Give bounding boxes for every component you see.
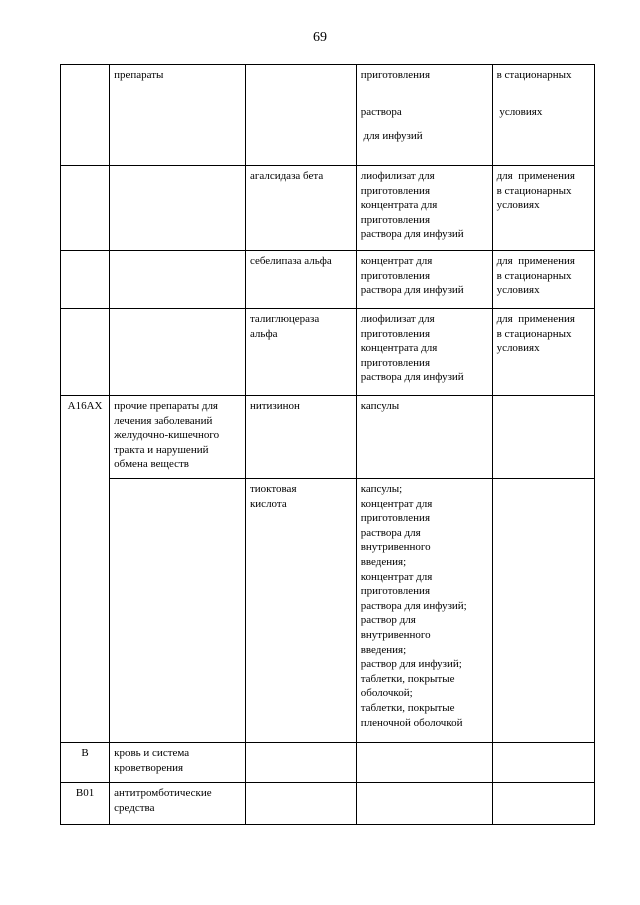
form-line: раствора xyxy=(360,105,402,118)
table-row xyxy=(61,65,595,166)
note-line: в стационарных xyxy=(496,69,572,81)
group-text: антитромботические xyxy=(114,787,212,799)
note-cell xyxy=(492,783,594,825)
form-line: оболочкой; xyxy=(360,687,413,700)
group-cell xyxy=(110,251,246,309)
group-cell xyxy=(110,396,246,479)
form-line: раствора для инфузий xyxy=(360,228,464,241)
form-line: раствор для xyxy=(360,614,416,627)
table-row xyxy=(61,783,595,825)
form-line: концентрат для xyxy=(360,570,433,583)
note-cell xyxy=(492,309,594,396)
atc-code: A16AX xyxy=(67,400,103,412)
drug-name-cell xyxy=(245,166,356,251)
note-cell xyxy=(492,396,594,479)
dosage-form-cell xyxy=(356,166,492,251)
atc-code-cell xyxy=(61,783,110,825)
note-line: в стационарных xyxy=(496,184,572,197)
atc-code: B01 xyxy=(75,787,95,799)
drug-table xyxy=(60,64,595,825)
note-line: для применения xyxy=(496,170,575,182)
form-line: внутривенного xyxy=(360,541,431,554)
note-line: условиях xyxy=(496,342,540,355)
drug-name: тиоктовая xyxy=(249,483,297,495)
drug-name-cell xyxy=(245,783,356,825)
note-line: в стационарных xyxy=(496,327,572,340)
dosage-form-cell xyxy=(356,479,492,743)
drug-name-cell xyxy=(245,479,356,743)
atc-code-cell xyxy=(61,166,110,251)
group-text: обмена веществ xyxy=(114,458,189,471)
drug-name: талиглюцераза xyxy=(249,313,320,325)
drug-name: себелипаза альфа xyxy=(249,255,332,267)
table-row xyxy=(61,166,595,251)
form-line: раствора для инфузий xyxy=(360,371,464,384)
dosage-form-cell xyxy=(356,396,492,479)
table-row xyxy=(61,251,595,309)
note-line: условиях xyxy=(496,284,540,297)
form-line: концентрата для xyxy=(360,199,438,212)
note-line: для применения xyxy=(496,313,575,325)
group-text: препараты xyxy=(114,69,164,81)
form-line: капсулы xyxy=(360,400,400,412)
group-text: средства xyxy=(114,801,155,814)
table-row xyxy=(61,479,595,743)
form-line: концентрат для xyxy=(360,255,433,267)
atc-code-cell xyxy=(61,309,110,396)
atc-code-cell xyxy=(61,396,110,743)
group-cell xyxy=(110,65,246,166)
note-cell xyxy=(492,251,594,309)
group-text: кровь и система xyxy=(114,747,190,759)
form-line: пленочной оболочкой xyxy=(360,716,463,729)
form-line: внутривенного xyxy=(360,628,431,641)
dosage-form-cell xyxy=(356,309,492,396)
drug-name-cell xyxy=(245,743,356,783)
group-text: желудочно-кишечного xyxy=(114,429,220,442)
form-line: раствора для инфузий; xyxy=(360,599,467,612)
note-cell xyxy=(492,743,594,783)
group-cell xyxy=(110,309,246,396)
drug-name-cell xyxy=(245,251,356,309)
drug-name: альфа xyxy=(249,327,278,340)
form-line: лиофилизат для xyxy=(360,170,435,182)
form-line: концентрат для xyxy=(360,497,433,510)
atc-code-cell xyxy=(61,65,110,166)
note-cell xyxy=(492,65,594,166)
drug-name: нитизинон xyxy=(249,400,300,412)
drug-name: кислота xyxy=(249,497,287,510)
atc-code-cell xyxy=(61,743,110,783)
note-line: для применения xyxy=(496,255,575,267)
table-row xyxy=(61,309,595,396)
form-line: раствора для инфузий xyxy=(360,284,464,297)
note-cell xyxy=(492,166,594,251)
note-line: условиях xyxy=(496,199,540,212)
group-text: кроветворения xyxy=(114,761,184,774)
dosage-form-cell xyxy=(356,251,492,309)
form-line: таблетки, покрытые xyxy=(360,672,455,685)
note-line: в стационарных xyxy=(496,269,572,282)
form-line: приготовления xyxy=(360,269,431,282)
form-line: для инфузий xyxy=(360,130,423,143)
form-line: приготовления xyxy=(360,184,431,197)
note-cell xyxy=(492,479,594,743)
form-line: раствора для xyxy=(360,526,421,539)
dosage-form-cell xyxy=(356,783,492,825)
form-line: приготовления xyxy=(360,327,431,340)
form-line: введения; xyxy=(360,555,407,568)
table-row xyxy=(61,743,595,783)
drug-name: агалсидаза бета xyxy=(249,170,324,182)
drug-name-cell xyxy=(245,65,356,166)
group-cell xyxy=(110,166,246,251)
group-text: прочие препараты для xyxy=(114,400,218,412)
form-line: раствор для инфузий; xyxy=(360,658,462,671)
form-line: приготовления xyxy=(360,585,431,598)
table-row xyxy=(61,396,595,479)
atc-code-cell xyxy=(61,251,110,309)
drug-name-cell xyxy=(245,396,356,479)
form-line: приготовления xyxy=(360,69,431,81)
dosage-form-cell xyxy=(356,65,492,166)
form-line: капсулы; xyxy=(360,483,403,495)
form-line: приготовления xyxy=(360,356,431,369)
group-text: лечения заболеваний xyxy=(114,414,213,427)
dosage-form-cell xyxy=(356,743,492,783)
form-line: таблетки, покрытые xyxy=(360,701,455,714)
group-cell xyxy=(110,479,246,743)
form-line: концентрата для xyxy=(360,342,438,355)
note-line: условиях xyxy=(496,105,543,118)
group-cell xyxy=(110,743,246,783)
atc-code: B xyxy=(81,747,89,759)
form-line: введения; xyxy=(360,643,407,656)
form-line: лиофилизат для xyxy=(360,313,435,325)
form-line: приготовления xyxy=(360,512,431,525)
drug-name-cell xyxy=(245,309,356,396)
form-line: приготовления xyxy=(360,213,431,226)
page-number: 69 xyxy=(313,30,327,45)
group-cell xyxy=(110,783,246,825)
group-text: тракта и нарушений xyxy=(114,443,209,456)
